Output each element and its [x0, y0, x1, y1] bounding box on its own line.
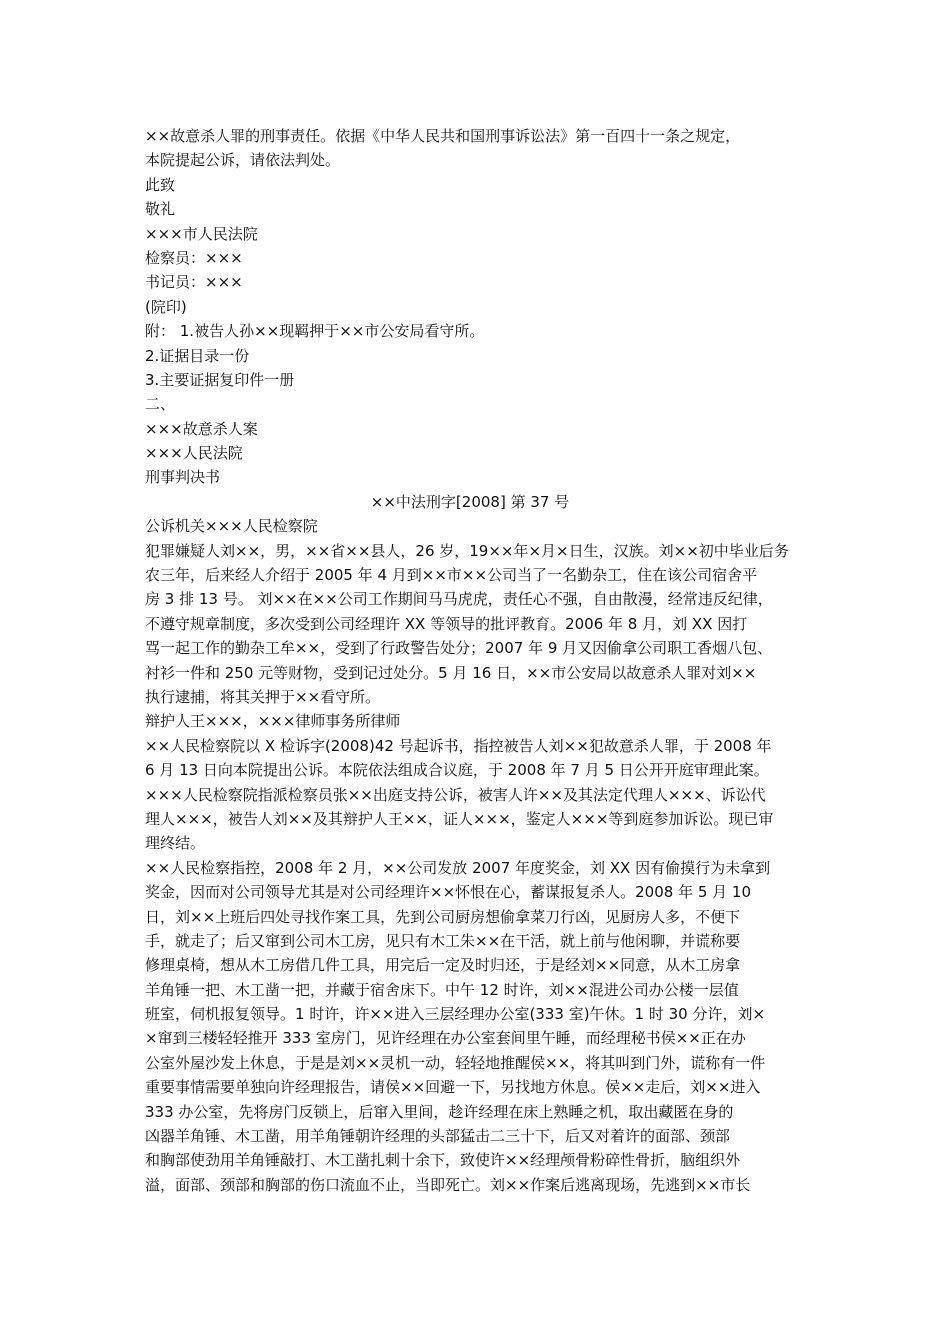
document-page	[145, 124, 815, 1197]
case-title: ×××故意杀人案	[145, 419, 258, 438]
text-line: 重要事情需要单独向许经理报告，请侯××回避一下，另找地方休息。侯××走后，刘××进入	[145, 1078, 761, 1097]
text-line: ××人民检察指控，2008 年 2 月，××公司发放 2007 年度奖金，刘 XX 因有偷摸行为未拿到	[145, 858, 771, 877]
text-line: 班室，伺机报复领导。1 时许，许××进入三层经理办公室(333 室)午休。1 时 30 分许，刘×	[145, 1005, 766, 1024]
text-line: ××故意杀人罪的刑事责任。依据《中华人民共和国刑事诉讼法》第一百四十一条之规定，	[145, 127, 741, 145]
text-line: ×××市人民法院	[145, 224, 258, 243]
text-line: 农三年，后来经人介绍于 2005 年 4 月到××市××公司当了一名勤杂工，住在该公司宿舍平	[145, 566, 758, 585]
text-line: 2.证据目录一份	[145, 346, 250, 365]
section-heading: 二、	[145, 395, 176, 414]
case-number: ××中法刑字[2008] 第 37 号	[370, 492, 570, 511]
text-line: 犯罪嫌疑人刘××，男，××省××县人，26 岁，19××年×月×日生，汉族。刘××初中毕业后务	[145, 541, 789, 560]
text-line: ××人民检察院以 X 检诉字(2008)42 号起诉书，指控被告人刘××犯故意杀人罪，于 2008 年	[145, 736, 772, 755]
text-line: 理终结。	[145, 834, 206, 853]
text-line: 日，刘××上班后四处寻找作案工具，先到公司厨房想偷拿菜刀行凶，见厨房人多，不便下	[145, 907, 741, 926]
document-title: 刑事判决书	[145, 468, 221, 487]
text-line: 溢，面部、颈部和胸部的伤口流血不止，当即死亡。刘××作案后逃离现场，先逃到××市长	[145, 1175, 751, 1194]
text-line: ×××人民检察院指派检察员张××出庭支持公诉，被害人许××及其法定代理人×××、诉讼代	[145, 785, 766, 804]
text-line: 本院提起公诉，请依法判处。	[145, 151, 341, 170]
text-line: 羊角锤一把、木工凿一把，并藏于宿舍床下。中午 12 时许，刘××混进公司办公楼一层值	[145, 980, 739, 999]
text-line: 公诉机关×××人民检察院	[145, 517, 318, 536]
text-line: ×窜到三楼轻轻推开 333 室房门，见许经理在办公室套间里午睡，而经理秘书侯××正在办	[145, 1029, 746, 1048]
text-line: 辩护人王×××，×××律师事务所律师	[145, 712, 401, 731]
text-line: 3.主要证据复印件一册	[145, 370, 295, 389]
text-line: 房 3 排 13 号。 刘××在××公司工作期间马马虎虎，责任心不强，自由散漫，经常违反纪律，	[145, 590, 773, 609]
text-line: 附： 1.被告人孙××现羁押于××市公安局看守所。	[145, 322, 485, 341]
court-name: ×××人民法院	[145, 444, 243, 463]
text-line: 333 办公室，先将房门反锁上，后窜入里间，趁许经理在床上熟睡之机，取出藏匿在身的	[145, 1102, 734, 1121]
text-line: (院印)	[145, 297, 187, 316]
text-line: 不遵守规章制度，多次受到公司经理许 XX 等领导的批评教育。2006 年 8 月，刘 XX 因打	[145, 614, 748, 633]
text-line: 奖金，因而对公司领导尤其是对公司经理许××怀恨在心，蓄谋报复杀人。2008 年 5 月 10	[145, 883, 752, 902]
text-line: 此致	[145, 175, 176, 194]
text-line: 骂一起工作的勤杂工牟××，受到了行政警告处分；2007 年 9 月又因偷拿公司职工香烟八包、	[145, 639, 773, 658]
text-line: 修理桌椅，想从木工房借几件工具，用完后一定及时归还，于是经刘××同意，从木工房拿	[145, 956, 741, 975]
text-line: 理人×××，被告人刘××及其辩护人王××，证人×××，鉴定人×××等到庭参加诉讼。现已审	[145, 809, 774, 828]
text-line: 执行逮捕，将其关押于××看守所。	[145, 687, 381, 706]
text-line: 和胸部使劲用羊角锤敲打、木工凿扎刺十余下，致使许××经理颅骨粉碎性骨折，脑组织外	[145, 1151, 741, 1170]
text-line: 检察员：×××	[145, 248, 243, 267]
text-line: 衬衫一件和 250 元等财物，受到记过处分。5 月 16 日，××市公安局以故意杀人罪对刘××	[145, 663, 757, 682]
text-line: 敬礼	[145, 200, 176, 219]
text-line: 凶器羊角锤、木工凿，用羊角锤朝许经理的头部猛击二三十下，后又对着许的面部、颈部	[145, 1127, 731, 1146]
text-line: 公室外屋沙发上休息，于是是刘××灵机一动，轻轻地推醒侯××，将其叫到门外，谎称有一件	[145, 1053, 766, 1072]
text-line: 6 月 13 日向本院提出公诉。本院依法组成合议庭，于 2008 年 7 月 5 日公开开庭审理此案。	[145, 761, 769, 780]
text-line: 书记员：×××	[145, 273, 243, 292]
text-line: 手，就走了；后又窜到公司木工房，见只有木工朱××在干活，就上前与他闲聊，并谎称要	[145, 931, 741, 950]
